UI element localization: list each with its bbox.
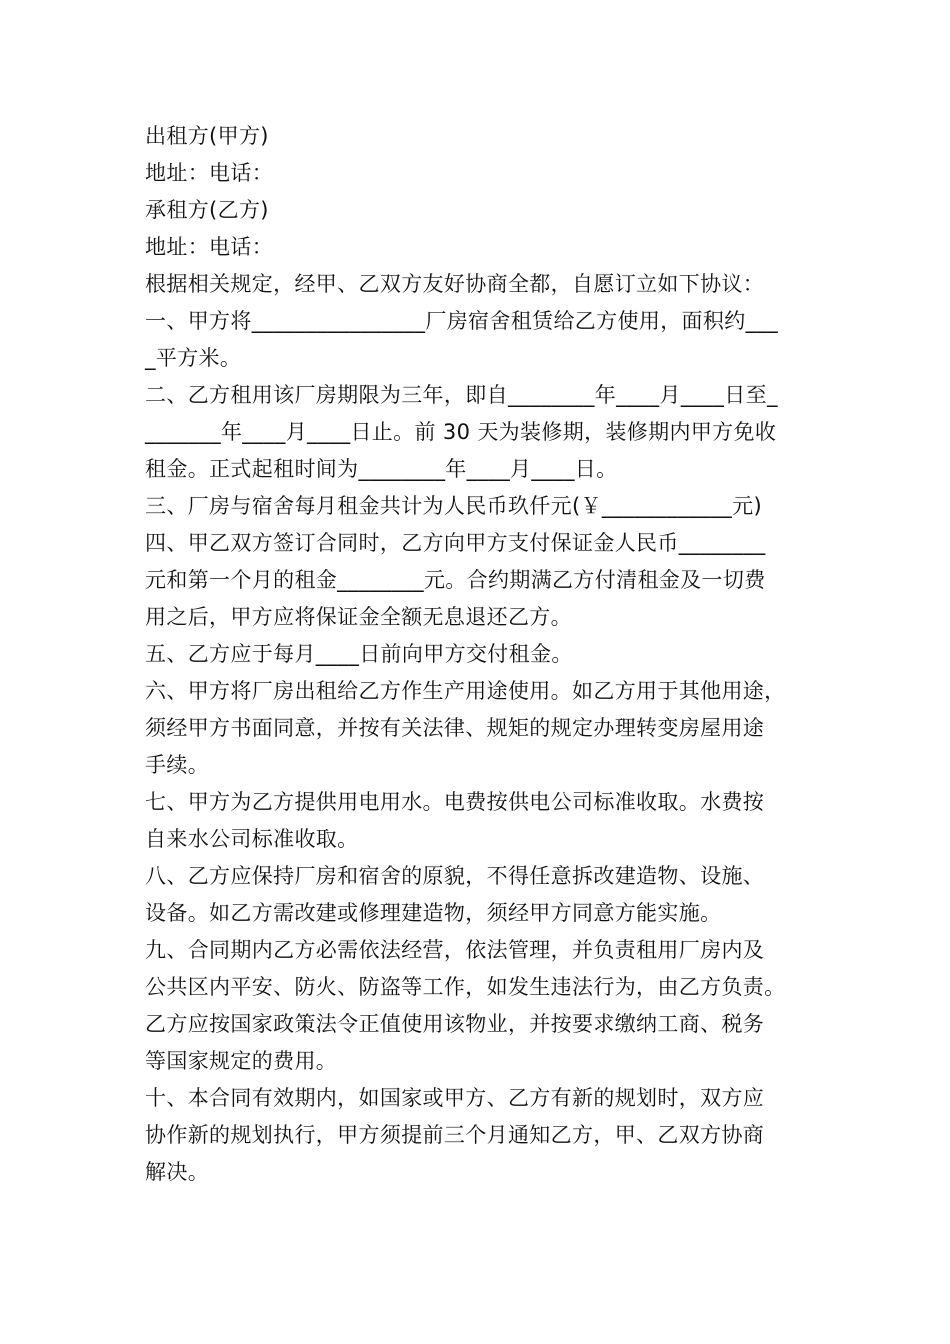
clause-9-line-3: 乙方应按国家政策法令正值使用该物业，并按要求缴纳工商、税务 (145, 1012, 765, 1036)
clause-7-line-1: 七、甲方为乙方提供用电用水。电费按供电公司标准收取。水费按 (145, 790, 765, 814)
clause-2-line-1: 二、乙方租用该厂房期限为三年，即自________年____月____日至_ (145, 383, 778, 407)
clause-9-line-4: 等国家规定的费用。 (145, 1049, 338, 1073)
clause-9-line-1: 九、合同期内乙方必需依法经营，依法管理，并负责租用厂房内及 (145, 938, 765, 962)
clause-1-line-2: _平方米。 (145, 346, 242, 370)
clause-9-line-2: 公共区内平安、防火、防盗等工作，如发生违法行为，由乙方负责。 (145, 975, 786, 999)
clause-10-line-3: 解决。 (145, 1160, 210, 1184)
lessee-label: 承租方(乙方) (145, 198, 269, 222)
lessor-address-phone: 地址：电话： (145, 161, 274, 185)
clause-7-line-2: 自来水公司标准收取。 (145, 827, 359, 851)
lessee-address-phone: 地址：电话： (145, 235, 274, 259)
clause-6-line-1: 六、甲方将厂房出租给乙方作生产用途使用。如乙方用于其他用途， (145, 679, 786, 703)
clause-6-line-2: 须经甲方书面同意，并按有关法律、规矩的规定办理转变房屋用途 (145, 716, 765, 740)
clause-10-line-1: 十、本合同有效期内，如国家或甲方、乙方有新的规划时，双方应 (145, 1086, 765, 1110)
clause-5: 五、乙方应于每月____日前向甲方交付租金。 (145, 642, 573, 666)
clause-1-line-1: 一、甲方将________________厂房宿舍租赁给乙方使用，面积约___ (145, 309, 779, 333)
clause-8-line-2: 设备。如乙方需改建或修理建造物，须经甲方同意方能实施。 (145, 901, 722, 925)
clause-8-line-1: 八、乙方应保持厂房和宿舍的原貌，不得任意拆改建造物、设施、 (145, 864, 765, 888)
clause-4-line-3: 用之后，甲方应将保证金全额无息退还乙方。 (145, 605, 572, 629)
clause-10-line-2: 协作新的规划执行，甲方须提前三个月通知乙方，甲、乙双方协商 (145, 1123, 765, 1147)
clause-4-line-2: 元和第一个月的租金________元。合约期满乙方付清租金及一切费 (145, 568, 766, 592)
clause-2-line-2: _______年____月____日止。前 30 天为装修期，装修期内甲方免收 (145, 420, 777, 444)
clause-6-line-3: 手续。 (145, 753, 210, 777)
clause-3: 三、厂房与宿舍每月租金共计为人民币玖仟元(￥____________元) (145, 494, 762, 518)
preamble: 根据相关规定，经甲、乙双方友好协商全都，自愿订立如下协议： (145, 272, 765, 296)
clause-4-line-1: 四、甲乙双方签订合同时，乙方向甲方支付保证金人民币________ (145, 531, 766, 555)
lessor-label: 出租方(甲方) (145, 124, 269, 148)
contract-body (145, 118, 810, 1191)
clause-2-line-3: 租金。正式起租时间为________年____月____日。 (145, 457, 618, 481)
